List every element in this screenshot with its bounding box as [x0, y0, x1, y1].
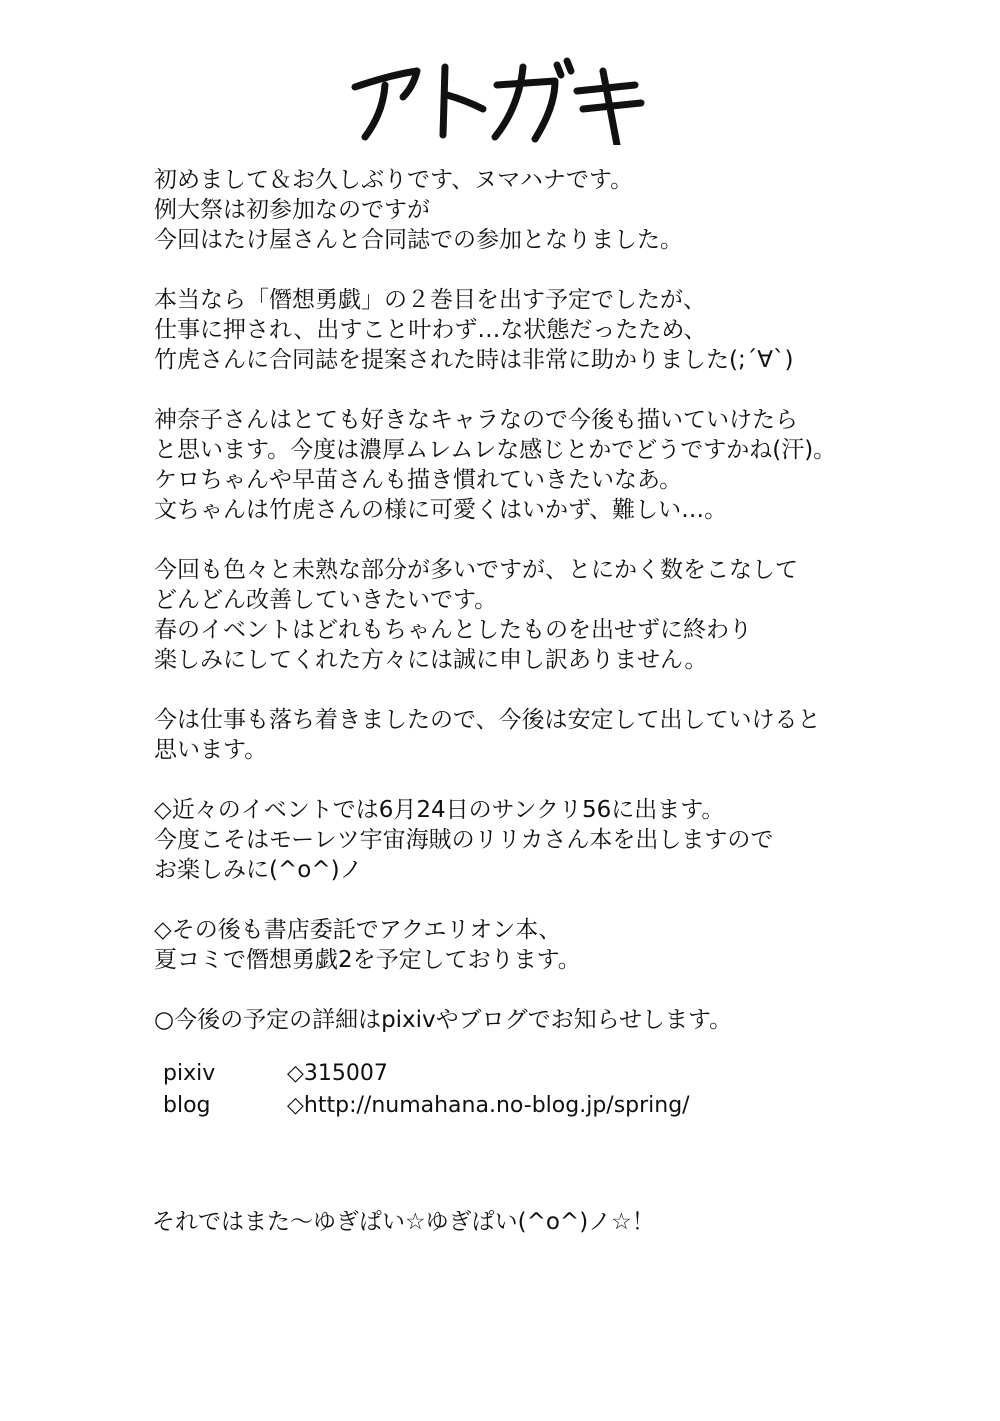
paragraph-greeting	[154, 165, 954, 255]
paragraph-circumstances	[154, 285, 954, 375]
text-line: お楽しみに(^o^)ノ	[154, 857, 363, 883]
paragraph-characters	[154, 405, 954, 525]
text-line: 思います。	[154, 737, 268, 763]
afterword-title-handwritten	[345, 45, 645, 145]
text-line: 仕事に押され、出すこと叶わず…な状態だったため、	[154, 317, 707, 343]
paragraph-outlook	[154, 705, 954, 765]
text-line: ◇近々のイベントでは6月24日のサンクリ56に出ます。	[154, 797, 725, 823]
paragraph-announcement	[154, 1005, 954, 1035]
paragraph-next-event	[154, 795, 954, 885]
link-row-pixiv	[163, 1058, 863, 1090]
text-line: 例大祭は初参加なのですが	[154, 197, 430, 223]
text-line: ◇その後も書店委託でアクエリオン本、	[154, 917, 562, 943]
closing-message: それではまた～ゆぎぱい☆ゆぎぱい(^o^)ノ☆！	[152, 1209, 655, 1235]
blog-url: ◇http://numahana.no-blog.jp/spring/	[287, 1093, 690, 1118]
text-line: 竹虎さんに合同誌を提案された時は非常に助かりました(;´∀`)	[154, 347, 794, 373]
text-line: と思います。今度は濃厚ムレムレな感じとかでどうですかね(汗)。	[154, 437, 837, 463]
contact-links	[163, 1058, 863, 1122]
text-line: 春のイベントはどれもちゃんとしたものを出せずに終わり	[154, 617, 752, 643]
text-line: 今回も色々と未熟な部分が多いですが、とにかく数をこなして	[154, 557, 798, 583]
text-line: 楽しみにしてくれた方々には誠に申し訳ありません。	[154, 647, 708, 673]
text-line: 夏コミで僭想勇戯2を予定しております。	[154, 947, 581, 973]
text-line: 今回はたけ屋さんと合同誌での参加となりました。	[154, 227, 683, 253]
text-line: 今は仕事も落ち着きましたので、今後は安定して出していけると	[154, 707, 821, 733]
text-line: 本当なら「僭想勇戯」の２巻目を出す予定でしたが、	[154, 287, 706, 313]
pixiv-id: ◇315007	[287, 1061, 388, 1086]
text-line: 文ちゃんは竹虎さんの様に可愛くはいかず、難しい…。	[154, 497, 728, 523]
pixiv-label: pixiv	[163, 1061, 216, 1086]
afterword-body	[154, 165, 954, 1065]
text-line: ○今後の予定の詳細はpixivやブログでお知らせします。	[154, 1007, 733, 1033]
text-line: 今度こそはモーレツ宇宙海賊のリリカさん本を出しますので	[154, 827, 774, 853]
text-line: どんどん改善していきたいです。	[154, 587, 498, 613]
paragraph-improvement	[154, 555, 954, 675]
text-line: 初めまして＆お久しぶりです、ヌマハナです。	[154, 167, 634, 193]
link-row-blog	[163, 1090, 863, 1122]
text-line: ケロちゃんや早苗さんも描き慣れていきたいなあ。	[154, 467, 683, 493]
paragraph-future-plans	[154, 915, 954, 975]
text-line: 神奈子さんはとても好きなキャラなので今後も描いていけたら	[154, 407, 798, 433]
title-lettering-graphic	[345, 45, 645, 145]
blog-label: blog	[163, 1093, 211, 1118]
